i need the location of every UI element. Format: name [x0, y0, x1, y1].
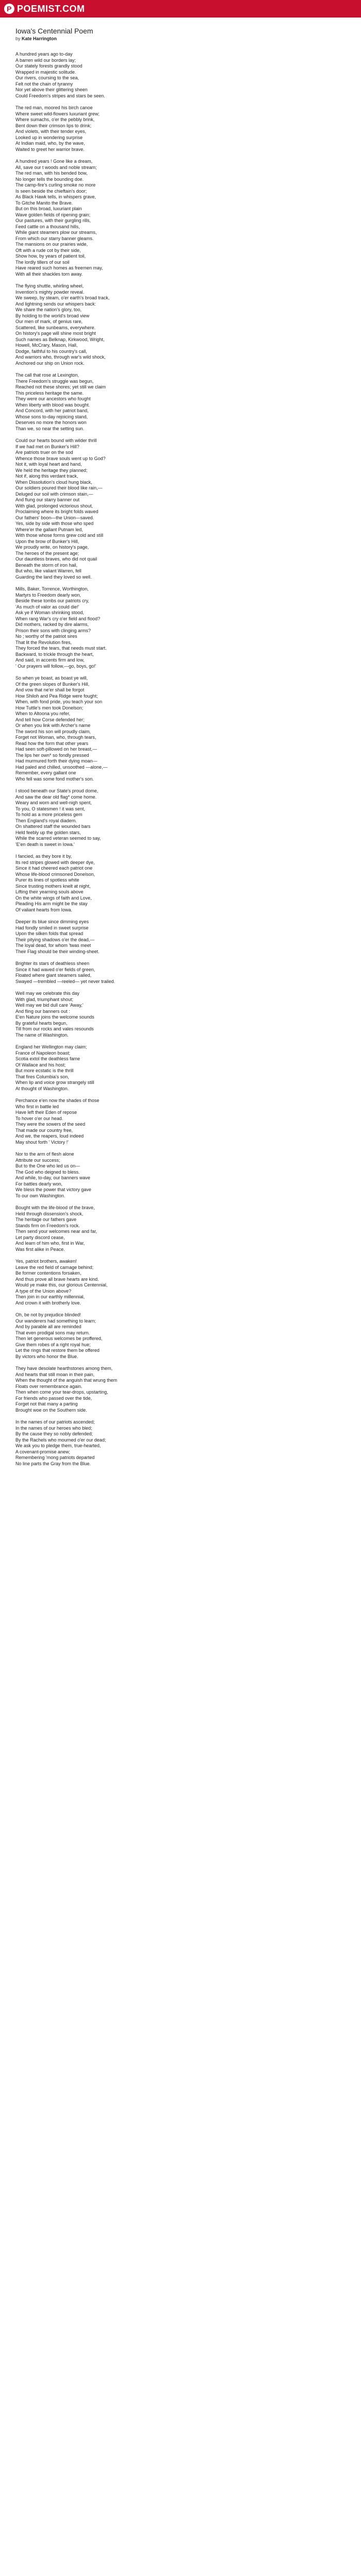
poem-line: Weary and worn and well-nigh spent,: [15, 800, 92, 805]
poem-line: The lips her own* so fondly pressed: [15, 752, 89, 758]
poem-line: A covenant-promise anew;: [15, 1449, 71, 1454]
poem-line: Bent down their crimson lips to drink;: [15, 123, 92, 128]
poem-line: In the names of our heroes who bled;: [15, 1425, 92, 1431]
poem-line: The name of Washington.: [15, 1032, 69, 1038]
poem-line: Nor to the arm of flesh alone: [15, 1151, 74, 1157]
poem-line: Of Wallace and his host;: [15, 1062, 66, 1067]
poem-line: By grateful hearts begun,: [15, 1020, 68, 1026]
poem-line: To hover o'er our head.: [15, 1115, 63, 1121]
poem-line: Than we, so near the setting sun.: [15, 426, 85, 431]
poem-line: Where sweet wild-flowers luxuriant grew;: [15, 111, 100, 116]
poem-line: Whose life-blood crimsoned Donelson,: [15, 871, 95, 877]
poem-line: We bless the power that victory gave: [15, 1187, 91, 1192]
poem-line: The call that rose at Lexington,: [15, 372, 79, 378]
poem-line: Oft with a rude cot by their side,: [15, 247, 81, 253]
poem-line: By victors who honor the Blue.: [15, 1353, 78, 1359]
poem-line: By holding to the world's broad view: [15, 313, 90, 318]
poem-line: Dodge, faithful to his country's call,: [15, 348, 87, 354]
poem-line: Waited to greet her warrior brave.: [15, 146, 85, 152]
poem-line: Bought with the life-blood of the brave,: [15, 1205, 95, 1210]
poem-line: As Black Hawk tells, in whispers grave,: [15, 194, 96, 199]
poem-line: And said, in accents firm and low,: [15, 657, 85, 663]
poem-container: [0, 18, 361, 1467]
poem-line: When to Altoona you refer,: [15, 711, 71, 716]
poem-line: The heritage our fathers gave: [15, 1217, 77, 1222]
poem-line: Ask ye if Woman shrinking stood,: [15, 610, 84, 615]
poem-line: All, save our t woods and noble stream;: [15, 164, 97, 170]
poem-line: Of valiant hearts from Iowa.: [15, 907, 73, 912]
poem-line: Had seen soft-pillowed on her breast,—: [15, 747, 97, 752]
poem-line: On history's page will shine most bright: [15, 331, 96, 336]
poem-line: And we, the reapers, loud indeed: [15, 1133, 84, 1139]
poem-line: Proclaiming where its bright folds waved: [15, 509, 99, 514]
poem-line: Our fathers' boon—the Union—saved.: [15, 515, 94, 520]
poem-line: The camp-fire's curling smoke no more: [15, 182, 96, 188]
poem-stanza: [15, 1205, 346, 1252]
poem-line: Yes, side by side with those who sped: [15, 521, 94, 526]
poem-line: Is seen beside the chieftain's door;: [15, 188, 87, 194]
poem-line: May shout forth ' Victory !': [15, 1139, 69, 1145]
poem-line: When rang War's cry o'er field and flood?: [15, 616, 101, 621]
poem-line: There Freedom's struggle was begun,: [15, 378, 94, 384]
poem-line: Whose sons to-day rejoicing stand,: [15, 414, 88, 419]
poem-line: Since it had cheered each patriot one: [15, 866, 93, 871]
poem-line: Wrapped in majestic solitude.: [15, 69, 76, 75]
poem-line: Who first in battle led: [15, 1104, 59, 1109]
poem-line: Backward, to trickle through the heart,: [15, 651, 94, 657]
poem-line: The sword his son will proudly claim,: [15, 728, 91, 734]
poem-line: Have left their Eden of repose: [15, 1110, 77, 1115]
poem-line: While the scarred veteran seemed to say,: [15, 836, 101, 841]
poem-line: No longer tells the bounding doe.: [15, 176, 84, 182]
poem-line: And hearts that still moan in their pain,: [15, 1371, 95, 1377]
poem-stanza: [15, 1366, 346, 1413]
poem-stanza: [15, 372, 346, 432]
poem-line: Our men of mark, of genius rare,: [15, 319, 83, 324]
poem-line: Lifting their yearning souls above: [15, 889, 84, 894]
poem-line: When, with fond pride, you teach your son: [15, 699, 103, 704]
poem-line: Then England's royal diadem.: [15, 818, 77, 823]
poem-line: But on this broad, luxuriant plain: [15, 206, 82, 211]
poem-line: To you, O statesmen ! it was sent,: [15, 806, 86, 811]
poem-line: Let the rings that restore them be offered: [15, 1348, 100, 1353]
poem-line: Prison their sons with clinging arms?: [15, 628, 91, 633]
poem-line: Whence those brave souls went up to God?: [15, 455, 106, 461]
poem-line: Feed cattle on a thousand hills,: [15, 224, 80, 229]
poem-line: Floated where giant steamers sailed,: [15, 973, 92, 978]
poem-line: Would ye make this, our glorious Centennial,: [15, 1282, 108, 1287]
poem-stanza: [15, 1419, 346, 1467]
poem-byline: [15, 36, 346, 41]
poem-line: At thought of Washington.: [15, 1086, 69, 1091]
poem-stanza: [15, 283, 346, 366]
poem-line: A barren wild our borders lay;: [15, 57, 76, 63]
poem-line: The mansions on our prairies wide,: [15, 242, 88, 247]
poem-line: ' Our prayers will follow,—go, boys, go!': [15, 663, 96, 669]
poem-line: Its red stripes glowed with deeper dye,: [15, 859, 95, 865]
poem-line: To Gitche Manito the Brave.: [15, 200, 73, 206]
poem-line: Purer its lines of spotless white: [15, 877, 79, 883]
poem-line: Nor yet above their glittering sheen: [15, 87, 88, 92]
poem-line: And by parable all are reminded: [15, 1324, 81, 1329]
poem-line: Guarding the land they loved so well.: [15, 574, 92, 580]
poem-line: Held feebly up the golden stars,: [15, 829, 81, 835]
poem-line: The loyal dead, for whom 'twas meet: [15, 943, 91, 948]
poem-stanza: [15, 991, 346, 1038]
poem-line: Pleading His arm might be the stay: [15, 901, 88, 906]
poem-line: And learn of him who, first in War,: [15, 1241, 85, 1246]
poem-line: Since it had waved o'er fields of green,: [15, 967, 95, 972]
poem-stanza: [15, 1259, 346, 1306]
site-header: [0, 0, 361, 18]
poem-line: On the white wings of faith and Love,: [15, 895, 92, 901]
poem-line: Martyrs to Freedom dearly won,: [15, 592, 81, 598]
poem-line: Or when you link with Archer's name: [15, 723, 91, 728]
poem-line: On shattered staff the wounded bars: [15, 824, 91, 829]
poem-line: But to the One who led us on—: [15, 1163, 80, 1168]
poem-stanza: [15, 1098, 346, 1145]
poem-line: And while, to-day, our banners wave: [15, 1175, 90, 1180]
poem-line: They forced the tears, that needs must start.: [15, 646, 107, 651]
poem-line: Brighter its stars of deathless sheen: [15, 961, 90, 966]
poem-line: Show how, by years of patient toil,: [15, 253, 86, 259]
poem-line: Had murmured forth their dying moan—: [15, 758, 97, 764]
poem-line: No line parts the Gray from the Blue.: [15, 1461, 91, 1466]
poem-line: When the thought of the anguish that wrung them: [15, 1378, 118, 1383]
poem-line: While giant steamers plow our streams,: [15, 230, 97, 235]
poem-line: Well may we celebrate this day: [15, 991, 79, 996]
poem-line: Wave golden fields of ripening grain;: [15, 212, 91, 217]
poem-line: Have reared such homes as freemen may,: [15, 265, 103, 270]
poem-line: If we had met on Bunker's Hill?: [15, 444, 79, 449]
poem-line: We share the nation's glory, too,: [15, 307, 81, 312]
poem-line: Their Flag should be their winding-sheet.: [15, 948, 100, 954]
poem-line: Floats over remembrance again.: [15, 1383, 83, 1389]
poem-line: Invention's mighty powder reveal.: [15, 289, 85, 295]
poem-stanza: [15, 675, 346, 782]
poem-stanza: [15, 854, 346, 913]
poem-line: A hundred years ago to-day: [15, 52, 73, 57]
poem-line: England her Wellington may claim;: [15, 1044, 87, 1049]
poem-line: The God who deigned to bless.: [15, 1169, 80, 1175]
poem-stanza: [15, 159, 346, 277]
author-link[interactable]: Kate Harrington: [22, 36, 57, 41]
poem-line: Attribute our success;: [15, 1157, 60, 1163]
poem-line: Leave the red field of carnage behind;: [15, 1264, 94, 1270]
poem-line: And tell how Corse defended her;: [15, 717, 85, 722]
poem-line: That made our country free,: [15, 1127, 73, 1133]
poem-line: Then join in our earthly millennial,: [15, 1294, 85, 1299]
poem-line: Then let generous welcomes be proffered,: [15, 1336, 103, 1341]
poem-line: Remembering 'mong patriots departed: [15, 1455, 95, 1460]
poem-line: Had fondly smiled in sweet surprise: [15, 925, 89, 930]
poem-line: Felt not the chain of tyranny: [15, 81, 73, 87]
poem-line: But more ecstatic is the thrill: [15, 1068, 74, 1073]
poem-line: For friends who passed over the tide,: [15, 1395, 92, 1401]
poem-line: Their pitying shadows o'er the dead,—: [15, 937, 95, 942]
poem-line: Our pastures, with their gurgling rills,: [15, 218, 91, 223]
poem-line: The heroes of the present age;: [15, 550, 79, 556]
poem-line: Perchance e'en now the shades of those: [15, 1098, 100, 1103]
poem-title: Iowa's Centennial Poem: [15, 27, 93, 35]
poem-line: To hold as a more priceless gem: [15, 812, 83, 817]
poem-line: Could our hearts bound with wilder thrill: [15, 438, 97, 443]
poem-line: And flung our starry banner out: [15, 497, 80, 502]
poem-line: No ; worthy of the patriot sires: [15, 634, 77, 639]
poem-line: And crown it with brotherly love.: [15, 1300, 81, 1306]
poem-line: Where'er the gallant Putnam led,: [15, 527, 83, 532]
poem-line: With those whose forms grew cold and still: [15, 533, 104, 538]
poem-line: The red man, with his bended bow,: [15, 171, 88, 176]
poem-line: Was first alike in Peace.: [15, 1246, 65, 1252]
poem-line: Our rivers, coursing to the sea,: [15, 75, 79, 80]
poem-line: With glad, prolonged victorious shout,: [15, 503, 93, 509]
poem-line: And vow that ne'er shall be forgot: [15, 687, 85, 692]
poem-line: To our own Washington.: [15, 1193, 65, 1198]
poem-line: Give them robes of a right royal hue;: [15, 1342, 91, 1347]
poem-line: Yes, patriot brothers, awaken!: [15, 1259, 77, 1264]
poem-line: Scotia extol the deathless fame: [15, 1056, 80, 1061]
poem-line: Swayed —trembled —reeled— yet never trailed.: [15, 978, 116, 984]
poem-line: The lordly tillers of our soil: [15, 259, 70, 265]
poem-stanza: [15, 105, 346, 152]
poem-line: From which our starry banner gleams.: [15, 235, 94, 241]
poem-line: And lightning sends our whispers back:: [15, 301, 96, 307]
poem-line: Beneath the storm of iron hail,: [15, 562, 78, 568]
poem-line: Till from our rocks and vales resounds: [15, 1026, 94, 1031]
poem-line: Such names as Belknap, Kirkwood, Wright,: [15, 336, 105, 342]
poem-line: That even prodigal sons may return.: [15, 1330, 90, 1335]
poem-line: Reached not these shores; yet still we claim: [15, 384, 106, 389]
poem-line: And fling our banners out :: [15, 1008, 70, 1014]
poem-stanza: [15, 961, 346, 985]
poem-line: Deserves no more the honors won: [15, 420, 87, 425]
poem-line: Let party discord cease,: [15, 1234, 65, 1240]
poem-line: France of Napoleon boast;: [15, 1050, 71, 1056]
poem-line: Anchored our ship on Union rock.: [15, 360, 85, 366]
poem-line: And thus prove all brave hearts are kind.: [15, 1276, 99, 1282]
poem-line: Our dauntless braves, who did not quail: [15, 556, 97, 562]
poem-line: With glad, triumphant shout;: [15, 996, 74, 1002]
poem-line: By the Rachels who mourned o'er our dead;: [15, 1437, 106, 1443]
poem-line: But who, like valiant Warren, fell: [15, 568, 81, 573]
poem-line: Read how the form that other years: [15, 740, 89, 746]
poem-line: We ask you to pledge them, true-hearted,: [15, 1443, 101, 1448]
poem-line: With all their shackles torn away.: [15, 271, 83, 277]
poem-stanza: [15, 1151, 346, 1199]
poem-line: We proudly write, on history's page,: [15, 545, 89, 550]
poem-line: The flying shuttle, whirling wheel,: [15, 283, 84, 289]
poem-line: And Concord, with her patriot band,: [15, 408, 89, 413]
poem-line: I stood beneath our State's proud dome,: [15, 788, 99, 793]
poem-line: Upon the brow of Bunker's Hill,: [15, 538, 79, 544]
poem-line: Forget not Woman, who, through tears,: [15, 735, 96, 740]
poem-line: Could Freedom's stripes and stars be seen.: [15, 93, 105, 98]
poem-stanza: [15, 1044, 346, 1092]
poem-line: 'E'en death is sweet in Iowa.': [15, 841, 75, 847]
byline-prefix: by: [15, 36, 21, 41]
poem-line: We sweep, by steam, o'er earth's broad track,: [15, 295, 110, 300]
poem-line: Mills, Baker, Torrence, Worthington,: [15, 586, 89, 591]
poem-line: They were the sowers of the seed: [15, 1122, 86, 1127]
poem-line: Stands firm on Freedom's rock.: [15, 1223, 80, 1228]
poem-line: Beside these tombs our patriots cry,: [15, 598, 89, 603]
poem-stanza: [15, 52, 346, 99]
poem-line: Did mothers, racked by dire alarms,: [15, 622, 89, 627]
poem-line: When lip and voice grow strangely still: [15, 1080, 94, 1085]
poem-line: So when ye boast, as boast ye will,: [15, 675, 88, 681]
poem-line: Brought woe on the Southern side.: [15, 1407, 87, 1413]
poem-line: A hundred years ! Gone like a dream,: [15, 159, 93, 164]
poem-line: For battles dearly won,: [15, 1181, 63, 1187]
poem-line: Then send your welcomes near and far,: [15, 1229, 97, 1234]
poem-stanza: [15, 788, 346, 848]
poem-line: When Dissolution's cloud hung black,: [15, 479, 92, 485]
poem-line: How Shiloh and Pea Ridge were fought;: [15, 693, 98, 699]
poem-line: Howell, McCrary, Mason, Hall,: [15, 343, 78, 348]
poem-line: This priceless heritage the same.: [15, 390, 84, 396]
poem-line: Our soldiers poured their blood like rain,—: [15, 485, 103, 490]
site-logo-link[interactable]: [4, 4, 85, 14]
poem-line: Then when come your tear-drops, upstarting,: [15, 1389, 108, 1395]
poem-line: Held through dissension's shock,: [15, 1211, 84, 1216]
poem-line: In the names of our patriots ascended;: [15, 1419, 95, 1425]
poem-line: Forget not that many a parting: [15, 1401, 78, 1406]
poem-stanza: [15, 438, 346, 580]
poem-line: Oh, be not by prejudice blinded!: [15, 1312, 81, 1317]
poem-line: And saw the dear old flag* come home.: [15, 794, 97, 800]
site-logo-text: POEMIST.COM: [17, 3, 85, 14]
poem-line: Not it, with loyal heart and hand,: [15, 462, 82, 467]
poem-line: Who fell was some fond mother's son.: [15, 776, 94, 782]
poem-line: A type of the Union above?: [15, 1288, 72, 1294]
poem-line: Had paled and chilled, unsoothed —alone,—: [15, 764, 108, 770]
poem-line: Upon the silken folds that spread: [15, 931, 84, 936]
poem-line: By the cause they so nobly defended;: [15, 1431, 93, 1436]
poem-line: Well may we bid dull care 'Away,': [15, 1003, 84, 1008]
poem-line: That fires Columbia's son,: [15, 1074, 69, 1079]
poem-line: The red man, moored his birch canoe: [15, 105, 93, 110]
poem-line: Are patriots truer on the sod: [15, 450, 73, 455]
poem-line: Our stately forests grandly stood: [15, 63, 83, 69]
poem-line: Looked up in wondering surprise: [15, 134, 83, 140]
poem-line: When liberty with blood was bought.: [15, 402, 90, 408]
poem-line: Where sumachs, o'er the pebbly brink,: [15, 117, 95, 122]
poem-line: Since trusting mothers knelt at night,: [15, 883, 91, 889]
poem-line: At Indian maid, who, by the wave,: [15, 141, 85, 146]
poem-line: And warriors who, through war's wild shock,: [15, 354, 106, 360]
poem-line: And violets, with their tender eyes,: [15, 129, 87, 134]
poem-line: Our wanderers had something to learn;: [15, 1318, 96, 1324]
poem-line: They have desolate hearthstones among them,: [15, 1366, 113, 1371]
poem-line: Of the green slopes of Bunker's Hill,: [15, 681, 90, 687]
poem-stanza: [15, 919, 346, 955]
poem-line: They were our ancestors who fought: [15, 396, 91, 401]
poem-line: E'en Nature joins the welcome sounds: [15, 1014, 94, 1020]
poemist-logo-icon: P: [4, 4, 14, 14]
poem-line: We held the heritage they planned;: [15, 467, 88, 473]
poem-line: Be former contentions forsaken,: [15, 1270, 81, 1276]
poem-body: [15, 52, 346, 1467]
poem-line: Scattered, like sunbeams, everywhere.: [15, 325, 96, 330]
poem-line: I fancied, as they bore it by,: [15, 854, 72, 859]
poem-line: How Tuttle's men took Donelson;: [15, 705, 84, 710]
poem-line: 'As much of valor as could die!': [15, 604, 79, 609]
poem-line: Deluged our soil with crimson stain,—: [15, 491, 93, 497]
poem-line: Deeper its blue since dimming eyes: [15, 919, 89, 924]
poem-line: That lit the Revolution fires,: [15, 639, 72, 645]
poem-line: Not if, along this verdant track,: [15, 473, 78, 479]
poem-stanza: [15, 586, 346, 669]
poem-stanza: [15, 1312, 346, 1360]
poem-line: Remember, every gallant one: [15, 770, 76, 775]
